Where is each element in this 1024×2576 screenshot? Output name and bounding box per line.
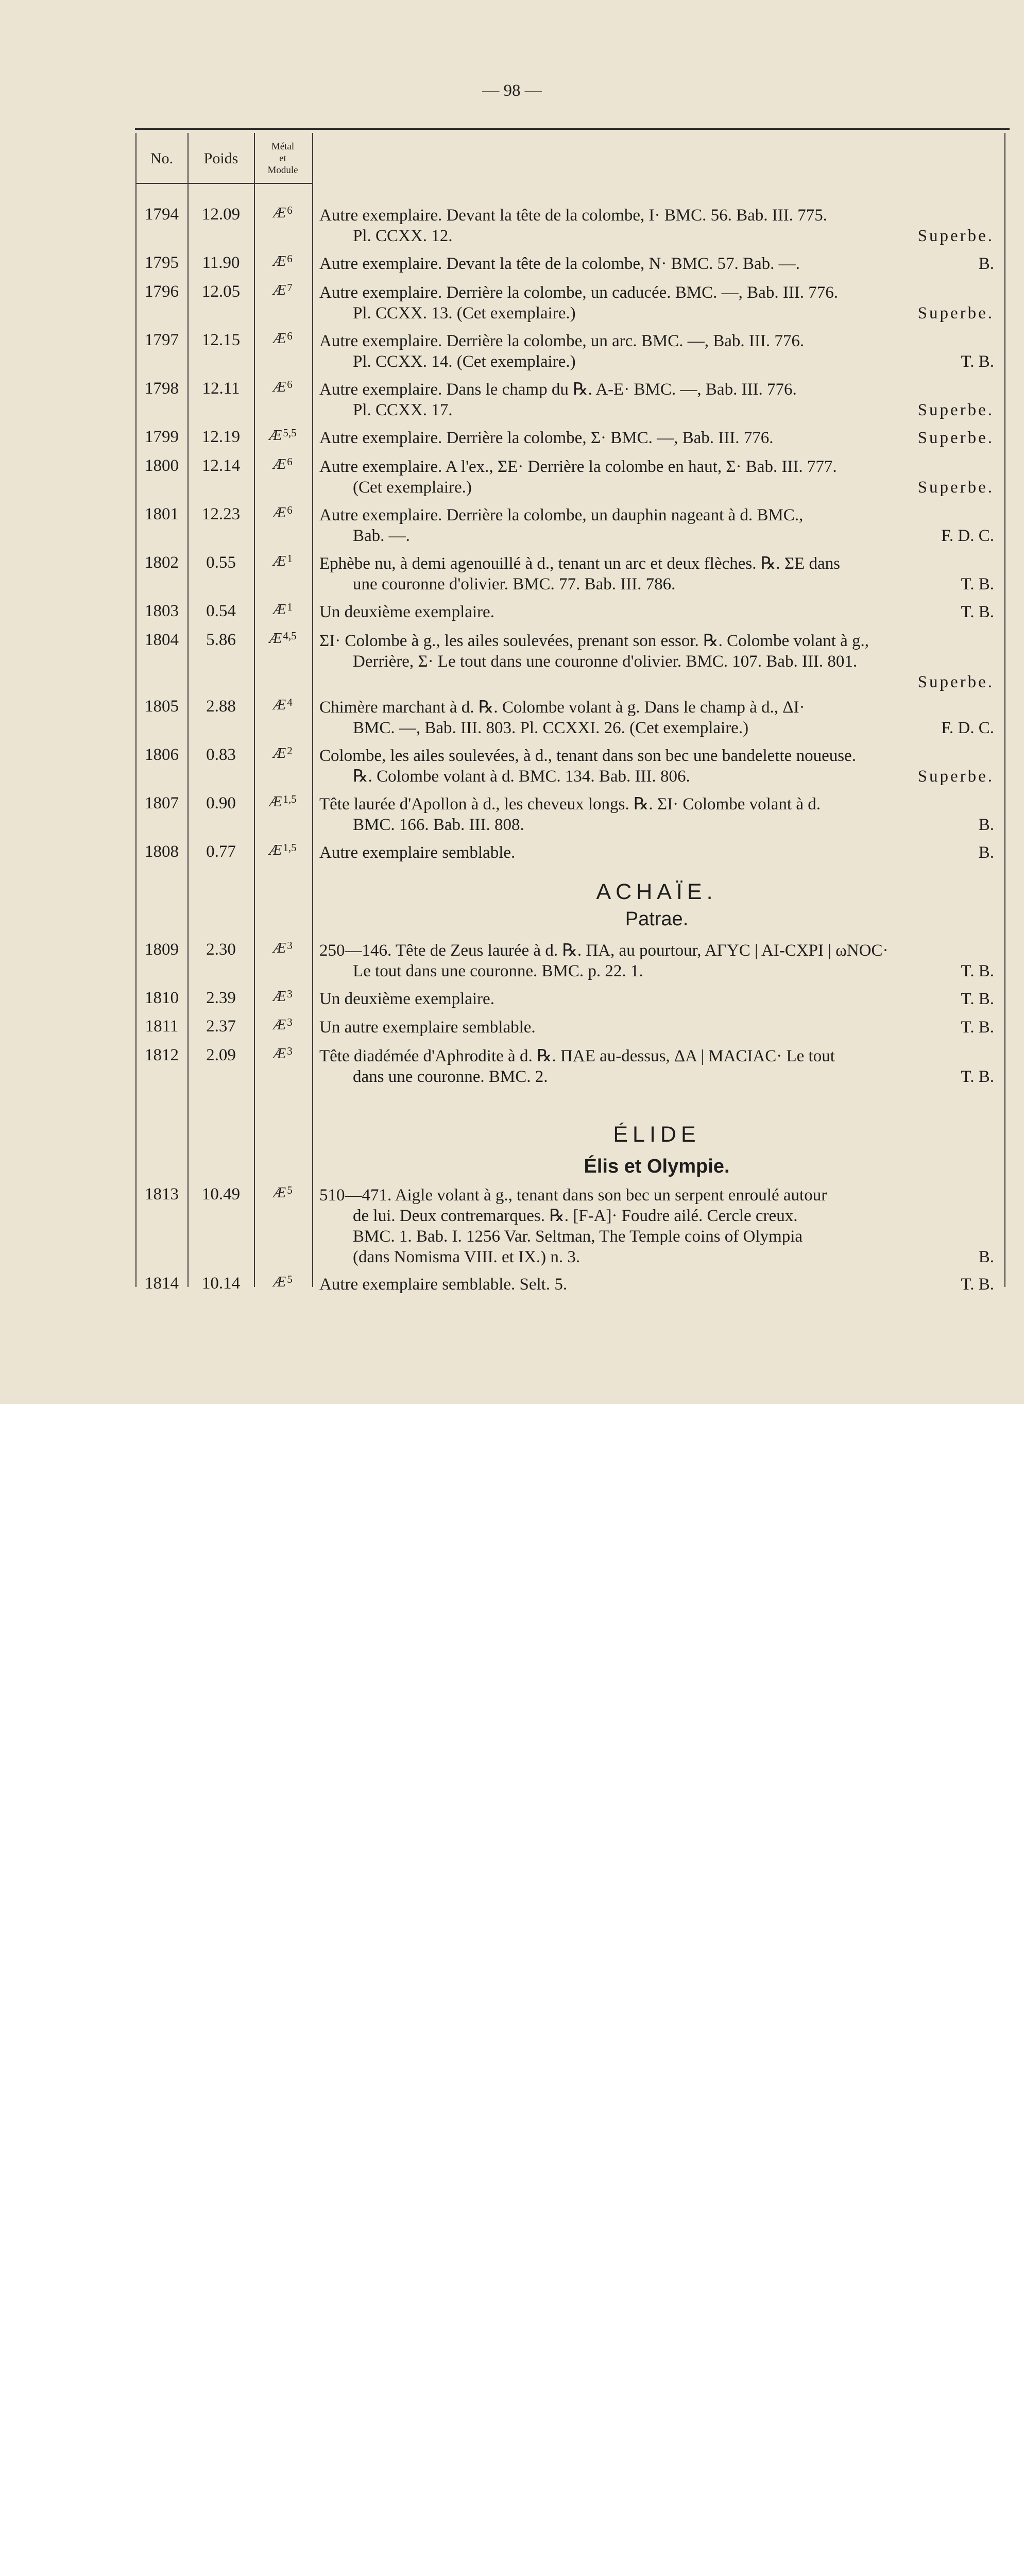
grade-text [984, 1226, 994, 1247]
entry-weight: 5.86 [206, 631, 236, 649]
description-text: Un autre exemplaire semblable. [319, 1018, 536, 1037]
description-line [319, 505, 994, 526]
entry-weight: 11.90 [202, 253, 240, 272]
description-line [319, 766, 994, 787]
description-text: Autre exemplaire semblable. Selt. 5. [319, 1275, 568, 1294]
entry-number: 1800 [145, 456, 179, 475]
entry-description [319, 253, 994, 274]
module-size: 3 [287, 1045, 293, 1057]
entry-description [319, 631, 994, 692]
entry-metal [255, 1046, 311, 1062]
entry-metal [255, 253, 311, 270]
grade-text: T. B. [961, 352, 994, 371]
module-size: 5 [287, 1184, 293, 1196]
description-line [319, 651, 994, 672]
description-line [319, 815, 994, 835]
metal-symbol: Æ [269, 794, 282, 810]
grade-text: T. B. [961, 1018, 994, 1037]
metal-symbol: Æ [273, 1185, 286, 1201]
description-line [319, 205, 994, 226]
entry-number: 1796 [145, 282, 179, 301]
entry-number: 1806 [145, 745, 179, 764]
grade-text [984, 282, 994, 303]
module-size: 5 [287, 1273, 293, 1285]
description-line [319, 1185, 994, 1206]
module-size: 3 [287, 1016, 293, 1028]
entry-number: 1799 [145, 428, 179, 446]
description-line [319, 718, 994, 738]
description-line [319, 1206, 994, 1226]
metal-symbol: Æ [273, 282, 286, 298]
description-text: Ephèbe nu, à demi agenouillé à d., tenant un arc et deux flèches. ℞. ΣE dans [319, 554, 840, 573]
module-size: 2 [287, 744, 293, 757]
description-text: Autre exemplaire. Derrière la colombe, Σ· BMC. —, Bab. III. 776. [319, 429, 774, 447]
metal-symbol: Æ [273, 1046, 286, 1062]
metal-symbol: Æ [273, 553, 286, 569]
metal-symbol: Æ [269, 842, 282, 858]
description-line [319, 989, 994, 1009]
grade-text [984, 1046, 994, 1066]
module-size: 6 [287, 204, 293, 216]
region-heading-elide: ÉLIDE [613, 1122, 701, 1147]
description-line [319, 574, 994, 595]
description-text: BMC. 1. Bab. I. 1256 Var. Seltman, The Temple coins of Olympia [353, 1227, 803, 1246]
module-size: 6 [287, 378, 293, 391]
module-size: 4,5 [283, 630, 297, 642]
grade-text [984, 456, 994, 477]
description-text: Autre exemplaire. Dans le champ du ℞. A-E· BMC. —, Bab. III. 776. [319, 380, 797, 399]
entry-description [319, 697, 994, 738]
entry-metal [255, 553, 311, 570]
description-text: Un deuxième exemplaire. [319, 990, 494, 1008]
description-line [319, 1017, 994, 1038]
module-size: 1,5 [283, 793, 297, 805]
header-no: No. [150, 149, 174, 167]
description-line [319, 303, 994, 324]
description-line [319, 477, 994, 498]
entry-weight: 2.09 [206, 1046, 236, 1064]
description-text: une couronne d'olivier. BMC. 77. Bab. III. 786. [353, 575, 676, 594]
entry-number: 1801 [145, 505, 179, 523]
description-text: Le tout dans une couronne. BMC. p. 22. 1. [353, 962, 643, 980]
description-text: de lui. Deux contremarques. ℞. [F-A]· Foudre ailé. Cercle creux. [353, 1207, 798, 1225]
description-line [319, 553, 994, 574]
entry-number: 1808 [145, 842, 179, 861]
entry-metal [255, 1185, 311, 1201]
description-line [319, 602, 994, 622]
module-size: 6 [287, 504, 293, 516]
grade-text [984, 651, 994, 672]
entry-metal [255, 697, 311, 714]
metal-symbol: Æ [273, 989, 286, 1005]
description-line [319, 961, 994, 981]
footer-bar [0, 1404, 1024, 1473]
entry-metal [255, 282, 311, 299]
entry-description [319, 940, 994, 981]
entry-weight: 2.88 [206, 697, 236, 716]
description-text: ℞. Colombe volant à d. BMC. 134. Bab. III. 806. [353, 767, 690, 786]
entry-description [319, 205, 994, 246]
entry-description [319, 456, 994, 498]
entry-metal [255, 379, 311, 396]
entry-number: 1804 [145, 631, 179, 649]
page-number: — 98 — [482, 81, 542, 100]
description-text: Autre exemplaire. Derrière la colombe, un caducée. BMC. —, Bab. III. 776. [319, 283, 839, 302]
entry-description [319, 282, 994, 324]
entry-description [319, 745, 994, 787]
description-text: Pl. CCXX. 12. [353, 227, 453, 245]
header-metal [255, 134, 311, 183]
metal-symbol: Æ [273, 697, 286, 713]
entry-metal [255, 794, 311, 810]
grade-text [984, 331, 994, 351]
entry-metal [255, 505, 311, 521]
metal-symbol: Æ [273, 1274, 286, 1290]
description-text: Bab. —. [353, 527, 410, 545]
description-line [319, 226, 994, 246]
entry-description [319, 989, 994, 1009]
description-line [319, 697, 994, 718]
entry-weight: 0.55 [206, 553, 236, 572]
grade-text [984, 745, 994, 766]
grade-text [984, 631, 994, 651]
entry-metal [255, 842, 311, 859]
description-text: Tête diadémée d'Aphrodite à d. ℞. ΠΑΕ au-dessus, ΔA | MACIAC· Le tout [319, 1047, 835, 1065]
entry-weight: 12.05 [201, 282, 241, 301]
description-line [319, 253, 994, 274]
header-metal-et: et [279, 153, 286, 164]
entry-metal [255, 428, 311, 444]
description-text: Tête laurée d'Apollon à d., les cheveux longs. ℞. ΣI· Colombe volant à d. [319, 795, 821, 814]
description-text: Chimère marchant à d. ℞. Colombe volant à g. Dans le champ à d., ΔI· [319, 698, 805, 717]
header-metal-word: Métal [271, 141, 295, 152]
entry-number: 1807 [145, 794, 179, 812]
description-text: Pl. CCXX. 14. (Cet exemplaire.) [353, 352, 576, 371]
entry-description [319, 1185, 994, 1267]
entry-description [319, 602, 994, 622]
top-rule [135, 128, 1010, 130]
description-line [319, 1066, 994, 1087]
description-text: Pl. CCXX. 17. [353, 401, 453, 419]
entry-number: 1814 [145, 1274, 179, 1293]
metal-symbol: Æ [273, 205, 286, 221]
description-text: ΣI· Colombe à g., les ailes soulevées, prenant son essor. ℞. Colombe volant à g., [319, 632, 869, 650]
region-heading-achaie: ACHAÏE. [596, 879, 718, 904]
metal-symbol: Æ [273, 379, 286, 395]
grade-text: Superbe. [917, 401, 994, 419]
description-line [319, 526, 994, 546]
grade-text: T. B. [961, 575, 994, 594]
entry-description [319, 1274, 994, 1295]
description-text: Autre exemplaire. A l'ex., ΣE· Derrière la colombe en haut, Σ· Bab. III. 777. [319, 457, 837, 476]
grade-text: Superbe. [917, 767, 994, 786]
description-line [319, 282, 994, 303]
grade-text [984, 505, 994, 526]
metal-symbol: Æ [269, 428, 282, 444]
entry-weight: 12.19 [201, 428, 241, 446]
module-size: 1 [287, 601, 293, 613]
description-line [319, 331, 994, 351]
metal-symbol: Æ [273, 940, 286, 956]
entry-metal [255, 631, 311, 647]
metal-symbol: Æ [273, 745, 286, 761]
entry-weight: 12.15 [201, 331, 241, 349]
entry-metal [255, 1274, 311, 1291]
entry-weight: 12.23 [201, 505, 241, 523]
entry-description [319, 553, 994, 595]
description-line [319, 1226, 994, 1247]
entry-description [319, 1046, 994, 1087]
entry-weight: 0.54 [206, 602, 236, 620]
description-line [319, 1046, 994, 1066]
entry-description [319, 331, 994, 372]
column-line-metal [312, 133, 313, 1287]
metal-symbol: Æ [273, 505, 286, 521]
description-text: Pl. CCXX. 13. (Cet exemplaire.) [353, 304, 576, 323]
entry-metal [255, 1017, 311, 1033]
grade-text [984, 553, 994, 574]
description-text: dans une couronne. BMC. 2. [353, 1067, 548, 1086]
module-size: 4 [287, 696, 293, 708]
entry-weight: 12.09 [201, 205, 241, 224]
entry-number: 1802 [145, 553, 179, 572]
grade-text: T. B. [961, 990, 994, 1008]
entry-metal [255, 331, 311, 347]
entry-weight: 2.39 [206, 989, 236, 1007]
module-size: 1,5 [283, 841, 297, 854]
grade-text: Superbe. [917, 304, 994, 323]
description-line [319, 745, 994, 766]
grade-text: T. B. [961, 1275, 994, 1294]
entry-weight: 0.83 [206, 745, 236, 764]
entry-metal [255, 940, 311, 957]
entry-number: 1794 [145, 205, 179, 224]
description-text: BMC. —, Bab. III. 803. Pl. CCXXI. 26. (Cet exemplaire.) [353, 719, 749, 737]
entry-description [319, 428, 994, 448]
entry-metal [255, 456, 311, 473]
metal-symbol: Æ [273, 602, 286, 618]
entry-description [319, 794, 994, 835]
module-size: 7 [287, 281, 293, 294]
description-text: (Cet exemplaire.) [353, 478, 472, 497]
description-line [319, 456, 994, 477]
entry-weight: 0.90 [206, 794, 236, 812]
entry-metal [255, 602, 311, 618]
entry-weight: 10.14 [201, 1274, 241, 1293]
header-module-word: Module [267, 165, 298, 176]
description-text: Colombe, les ailes soulevées, à d., tenant dans son bec une bandelette noueuse. [319, 747, 856, 765]
metal-symbol: Æ [273, 331, 286, 347]
header-poids: Poids [203, 149, 238, 167]
entry-number: 1809 [145, 940, 179, 959]
entry-number: 1797 [145, 331, 179, 349]
module-size: 3 [287, 939, 293, 952]
entry-number: 1811 [145, 1017, 179, 1036]
header-separator [136, 183, 313, 184]
module-size: 5,5 [283, 427, 297, 439]
description-text: BMC. 166. Bab. III. 808. [353, 816, 524, 834]
entry-description [319, 505, 994, 546]
grade-text: Superbe. [917, 478, 994, 497]
description-text: Autre exemplaire. Devant la tête de la colombe, I· BMC. 56. Bab. III. 775. [319, 206, 828, 225]
description-text: Un deuxième exemplaire. [319, 603, 494, 621]
entry-number: 1813 [145, 1185, 179, 1204]
description-line [319, 672, 994, 692]
entry-number: 1805 [145, 697, 179, 716]
entry-metal [255, 745, 311, 762]
entry-metal [255, 205, 311, 222]
grade-text: B. [978, 843, 994, 862]
description-text: 510—471. Aigle volant à g., tenant dans son bec un serpent enroulé autour [319, 1186, 827, 1205]
entry-description [319, 1017, 994, 1038]
grade-text [984, 697, 994, 718]
column-line-right [1004, 133, 1005, 1287]
grade-text: B. [978, 255, 994, 273]
description-text: Autre exemplaire. Derrière la colombe, un dauphin nageant à d. BMC., [319, 506, 804, 524]
grade-text: T. B. [961, 1067, 994, 1086]
entry-number: 1810 [145, 989, 179, 1007]
entry-weight: 2.37 [206, 1017, 236, 1036]
description-line [319, 1247, 994, 1267]
entry-weight: 12.11 [202, 379, 240, 398]
description-line [319, 400, 994, 420]
entry-weight: 10.49 [201, 1185, 241, 1204]
grade-text: T. B. [961, 603, 994, 621]
description-line [319, 842, 994, 863]
description-text: Autre exemplaire semblable. [319, 843, 516, 862]
grade-text: Superbe. [917, 227, 994, 245]
grade-text [984, 1185, 994, 1206]
description-line [319, 351, 994, 372]
entry-number: 1798 [145, 379, 179, 398]
entry-number: 1803 [145, 602, 179, 620]
description-line [319, 379, 994, 400]
description-line [319, 940, 994, 961]
grade-text [984, 940, 994, 961]
metal-symbol: Æ [273, 456, 286, 472]
grade-text [984, 379, 994, 400]
description-text: Autre exemplaire. Derrière la colombe, un arc. BMC. —, Bab. III. 776. [319, 332, 805, 350]
grade-text: T. B. [961, 962, 994, 980]
entry-description [319, 842, 994, 863]
description-line [319, 631, 994, 651]
city-heading-elis: Élis et Olympie. [584, 1156, 730, 1177]
description-text: 250—146. Tête de Zeus laurée à d. ℞. ΠΑ, au pourtour, AΓYC | AI-CXPI | ωNOC· [319, 941, 889, 960]
entry-weight: 0.77 [206, 842, 236, 861]
metal-symbol: Æ [269, 631, 282, 647]
city-heading-patrae: Patrae. [625, 908, 689, 930]
entry-number: 1795 [145, 253, 179, 272]
description-line [319, 1274, 994, 1295]
grade-text: F. D. C. [941, 719, 994, 737]
grade-text: F. D. C. [941, 527, 994, 545]
module-size: 6 [287, 252, 293, 265]
module-size: 1 [287, 552, 293, 565]
grade-text: B. [978, 816, 994, 834]
entry-number: 1812 [145, 1046, 179, 1064]
grade-text: B. [978, 1248, 994, 1266]
entry-metal [255, 989, 311, 1005]
module-size: 6 [287, 330, 293, 342]
entry-weight: 12.14 [201, 456, 241, 475]
description-text: Derrière, Σ· Le tout dans une couronne d'olivier. BMC. 107. Bab. III. 801. [353, 652, 858, 671]
module-size: 3 [287, 988, 293, 1000]
metal-symbol: Æ [273, 1017, 286, 1033]
grade-text [984, 1206, 994, 1226]
grade-text [984, 794, 994, 815]
grade-text: Superbe. [917, 673, 994, 691]
metal-symbol: Æ [273, 253, 286, 269]
module-size: 6 [287, 455, 293, 468]
description-text: Autre exemplaire. Devant la tête de la colombe, N· BMC. 57. Bab. —. [319, 255, 800, 273]
grade-text: Superbe. [917, 429, 994, 447]
description-line [319, 428, 994, 448]
entry-weight: 2.30 [206, 940, 236, 959]
grade-text [984, 205, 994, 226]
description-line [319, 794, 994, 815]
description-text: (dans Nomisma VIII. et IX.) n. 3. [353, 1248, 581, 1266]
entry-description [319, 379, 994, 420]
